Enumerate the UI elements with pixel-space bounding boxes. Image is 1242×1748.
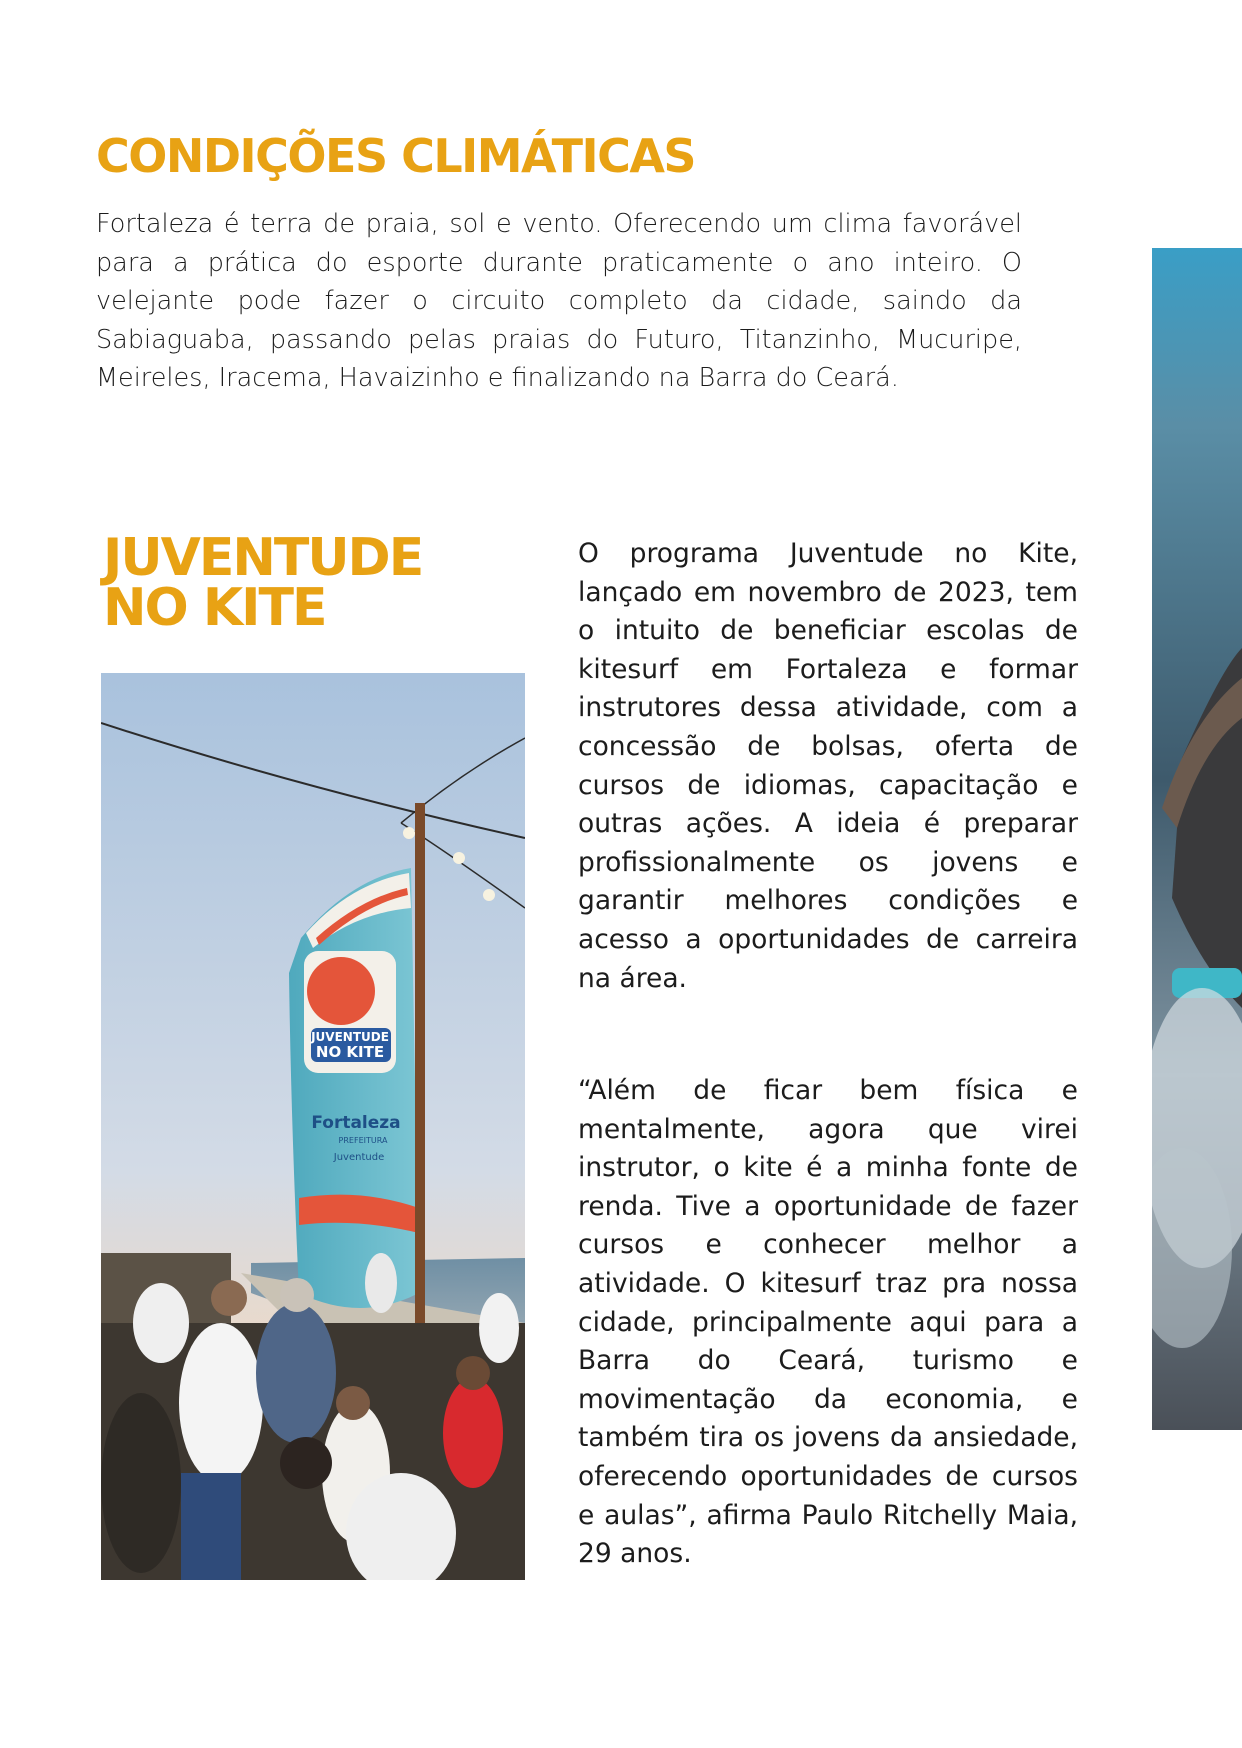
heading-line-1: JUVENTUDE [103, 528, 423, 588]
flag-logo-line1: JUVENTUDE [311, 1030, 389, 1044]
section-heading-climate: CONDIÇÕES CLIMÁTICAS [96, 129, 696, 183]
heading-line-2: NO KITE [103, 578, 326, 638]
flag-brand: Fortaleza [311, 1113, 401, 1133]
testimonial-quote: “Além de ficar bem física e mentalmente, agora que virei instrutor, o kite é a minha fonte de renda. Tive a oportunidade de fazer cursos e conhecer melhor a atividade. O kitesurf traz pra nossa cidade, principalmente aqui para a Barra do Ceará, turismo e movimentação da economia, e também tira os jovens da ansiedade, oferecendo oportunidades de cursos e aulas”, afirma Paulo Ritchelly Maia, 29 anos. [578, 1075, 1078, 1570]
program-paragraph: O programa Juventude no Kite, lançado em novembro de 2023, tem o intuito de beneficiar escolas de kitesurf em Fortaleza e formar instrutores dessa atividade, com a concessão de bolsas, oferta de cursos de idiomas, capacitação e outras ações. A ideia é preparar profissionalmente os jovens e garantir melhores condições e acesso a oportunidades de carreira na área. [578, 538, 1078, 994]
flag-logo-line2: NO KITE [315, 1043, 385, 1061]
flag-brand-sub: PREFEITURA [338, 1136, 388, 1145]
kitesurf-photo [1152, 248, 1242, 1430]
event-photo [101, 673, 525, 1580]
flag-brand-sub2: Juventude [333, 1152, 385, 1163]
climate-paragraph: Fortaleza é terra de praia, sol e vento. Oferecendo um clima favorável para a prática do esporte durante praticamente o ano inteiro. O velejante pode fazer o circuito completo da cidade, saindo da Sabiaguaba, passando pelas praias do Futuro, Titanzinho, Mucuripe, Meireles, Iracema, Havaizinho e finalizando na Barra do Ceará. [96, 209, 1022, 394]
section-heading-juventude [103, 528, 503, 638]
